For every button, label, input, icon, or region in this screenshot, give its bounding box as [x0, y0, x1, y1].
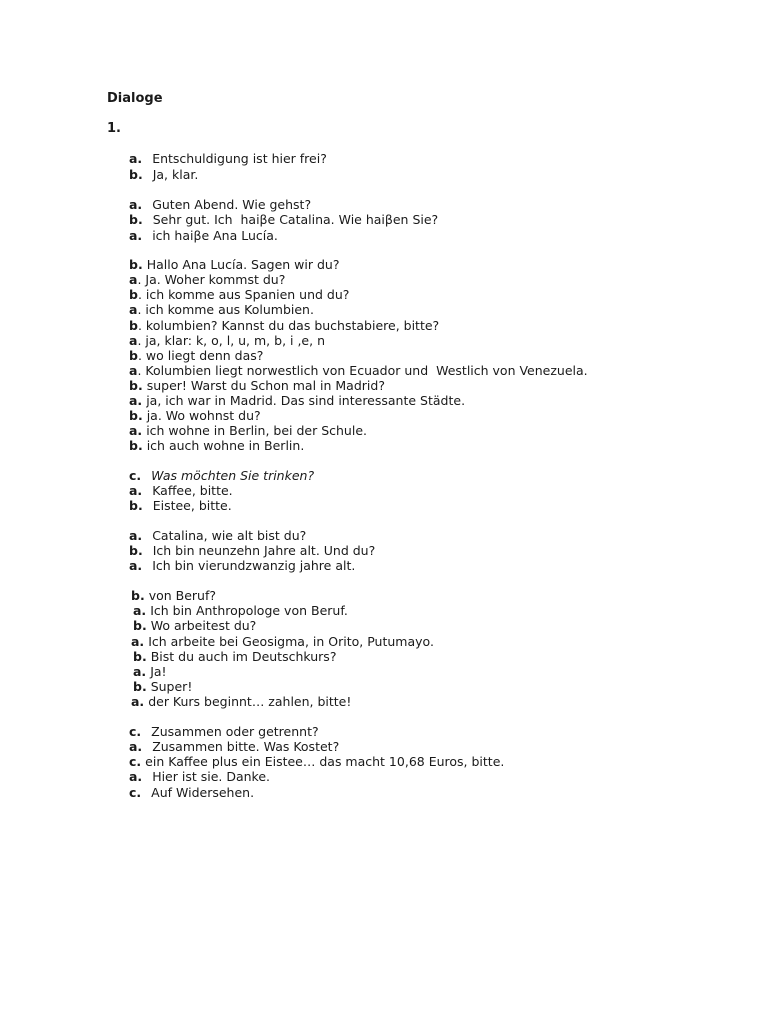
dialogue-text: von Beruf?	[148, 588, 217, 603]
speaker-marker: b.	[129, 212, 143, 227]
speaker-marker: b.	[131, 588, 145, 603]
speaker-marker: a.	[129, 197, 143, 212]
speaker-marker: b	[129, 348, 138, 363]
dialogue-line	[129, 724, 319, 739]
dialogue-line	[129, 257, 339, 272]
dialogue-line	[133, 649, 336, 664]
dialogue-text: Kaffee, bitte.	[152, 483, 233, 498]
dialogue-text: . ja, klar: k, o, l, u, m, b, i ,e, n	[137, 333, 325, 348]
dialogue-line	[129, 363, 588, 378]
speaker-marker: a.	[129, 739, 143, 754]
dialogue-text: Auf Widersehen.	[151, 785, 255, 800]
speaker-marker: a.	[129, 769, 143, 784]
speaker-marker: a.	[129, 393, 143, 408]
section-number: 1.	[107, 121, 121, 136]
dialogue-line	[129, 228, 278, 243]
dialogue-line	[129, 785, 254, 800]
dialogue-line	[129, 318, 439, 333]
dialogue-text: Hallo Ana Lucía. Sagen wir du?	[146, 257, 340, 272]
speaker-marker: a.	[129, 423, 143, 438]
dialogue-text: Hier ist sie. Danke.	[152, 769, 271, 784]
dialogue-line	[129, 769, 270, 784]
dialogue-text: Sehr gut. Ich haiβe Catalina. Wie haiβen Sie?	[152, 212, 439, 227]
speaker-marker: a.	[133, 664, 147, 679]
dialogue-text: Zusammen oder getrennt?	[151, 724, 319, 739]
dialogue-text: Bist du auch im Deutschkurs?	[150, 649, 337, 664]
speaker-marker: b.	[133, 618, 147, 633]
dialogue-text: Ja, klar.	[152, 167, 199, 182]
dialogue-text: Ich bin vierundzwanzig jahre alt.	[152, 558, 356, 573]
speaker-marker: c.	[129, 754, 142, 769]
speaker-marker: b.	[129, 498, 143, 513]
speaker-marker: b.	[129, 543, 143, 558]
speaker-marker: c.	[129, 724, 142, 739]
dialogue-text: Guten Abend. Wie gehst?	[152, 197, 312, 212]
speaker-marker: a	[129, 272, 138, 287]
dialogue-text: . Kolumbien liegt norwestlich von Ecuador und Westlich von Venezuela.	[137, 363, 588, 378]
dialogue-line	[129, 151, 327, 166]
dialogue-line	[129, 378, 385, 393]
speaker-marker: c.	[129, 468, 142, 483]
dialogue-line	[129, 272, 285, 287]
speaker-marker: b.	[133, 649, 147, 664]
dialogue-text: ich wohne in Berlin, bei der Schule.	[146, 423, 367, 438]
dialogue-line	[129, 333, 325, 348]
dialogue-text: super! Warst du Schon mal in Madrid?	[146, 378, 385, 393]
speaker-marker: b.	[133, 679, 147, 694]
dialogue-text: . ich komme aus Spanien und du?	[137, 287, 350, 302]
dialogue-line	[129, 498, 232, 513]
speaker-marker: b.	[129, 378, 143, 393]
dialogue-text: ich haiβe Ana Lucía.	[152, 228, 278, 243]
dialogue-line	[131, 588, 216, 603]
dialogue-text: Ich bin Anthropologe von Beruf.	[150, 603, 348, 618]
dialogue-text: Ja!	[150, 664, 167, 679]
dialogue-text: Entschuldigung ist hier frei?	[152, 151, 327, 166]
dialogue-line	[129, 528, 306, 543]
dialogue-line	[131, 634, 434, 649]
dialogue-line	[133, 679, 192, 694]
dialogue-line	[129, 438, 304, 453]
speaker-marker: b.	[129, 408, 143, 423]
speaker-marker: a.	[131, 634, 145, 649]
dialogue-line	[129, 348, 263, 363]
speaker-marker: a	[129, 333, 138, 348]
dialogue-line	[129, 739, 339, 754]
speaker-marker: a.	[129, 528, 143, 543]
dialogue-text: . Ja. Woher kommst du?	[137, 272, 286, 287]
dialogue-line	[129, 558, 355, 573]
dialogue-text: der Kurs beginnt… zahlen, bitte!	[148, 694, 352, 709]
speaker-marker: b	[129, 318, 138, 333]
dialogue-line	[129, 483, 233, 498]
speaker-marker: a.	[129, 151, 143, 166]
speaker-marker: a.	[129, 483, 143, 498]
dialogue-text: Wo arbeitest du?	[150, 618, 257, 633]
dialogue-text: Ich arbeite bei Geosigma, in Orito, Putumayo.	[148, 634, 434, 649]
dialogue-text: . kolumbien? Kannst du das buchstabiere, bitte?	[137, 318, 440, 333]
speaker-marker: b.	[129, 167, 143, 182]
speaker-marker: c.	[129, 785, 142, 800]
dialogue-line	[129, 167, 198, 182]
dialogue-text: ja. Wo wohnst du?	[146, 408, 261, 423]
dialogue-line	[129, 197, 311, 212]
dialogue-line	[133, 664, 167, 679]
speaker-marker: a.	[133, 603, 147, 618]
speaker-marker: b.	[129, 438, 143, 453]
dialogue-line	[131, 694, 351, 709]
dialogue-text: . ich komme aus Kolumbien.	[137, 302, 314, 317]
speaker-marker: a	[129, 302, 138, 317]
dialogue-line	[133, 618, 256, 633]
dialogue-line	[129, 212, 438, 227]
document-title: Dialoge	[107, 91, 163, 106]
speaker-marker: b	[129, 287, 138, 302]
dialogue-text: . wo liegt denn das?	[137, 348, 264, 363]
dialogue-text: Super!	[150, 679, 193, 694]
speaker-marker: a.	[129, 228, 143, 243]
speaker-marker: a	[129, 363, 138, 378]
dialogue-line	[129, 468, 314, 483]
dialogue-text: ein Kaffee plus ein Eistee… das macht 10,68 Euros, bitte.	[145, 754, 505, 769]
dialogue-line	[129, 408, 261, 423]
speaker-marker: a.	[129, 558, 143, 573]
dialogue-line	[129, 423, 367, 438]
dialogue-text: Ich bin neunzehn Jahre alt. Und du?	[152, 543, 376, 558]
dialogue-line	[129, 302, 314, 317]
dialogue-text: ja, ich war in Madrid. Das sind interessante Städte.	[146, 393, 466, 408]
dialogue-text: Zusammen bitte. Was Kostet?	[152, 739, 340, 754]
speaker-marker: a.	[131, 694, 145, 709]
dialogue-line	[129, 287, 349, 302]
dialogue-line	[129, 393, 465, 408]
dialogue-text: ich auch wohne in Berlin.	[146, 438, 305, 453]
dialogue-text: Was möchten Sie trinken?	[151, 468, 315, 483]
dialogue-text: Eistee, bitte.	[152, 498, 232, 513]
dialogue-line	[129, 543, 375, 558]
dialogue-text: Catalina, wie alt bist du?	[152, 528, 307, 543]
speaker-marker: b.	[129, 257, 143, 272]
dialogue-line	[129, 754, 504, 769]
dialogue-line	[133, 603, 348, 618]
